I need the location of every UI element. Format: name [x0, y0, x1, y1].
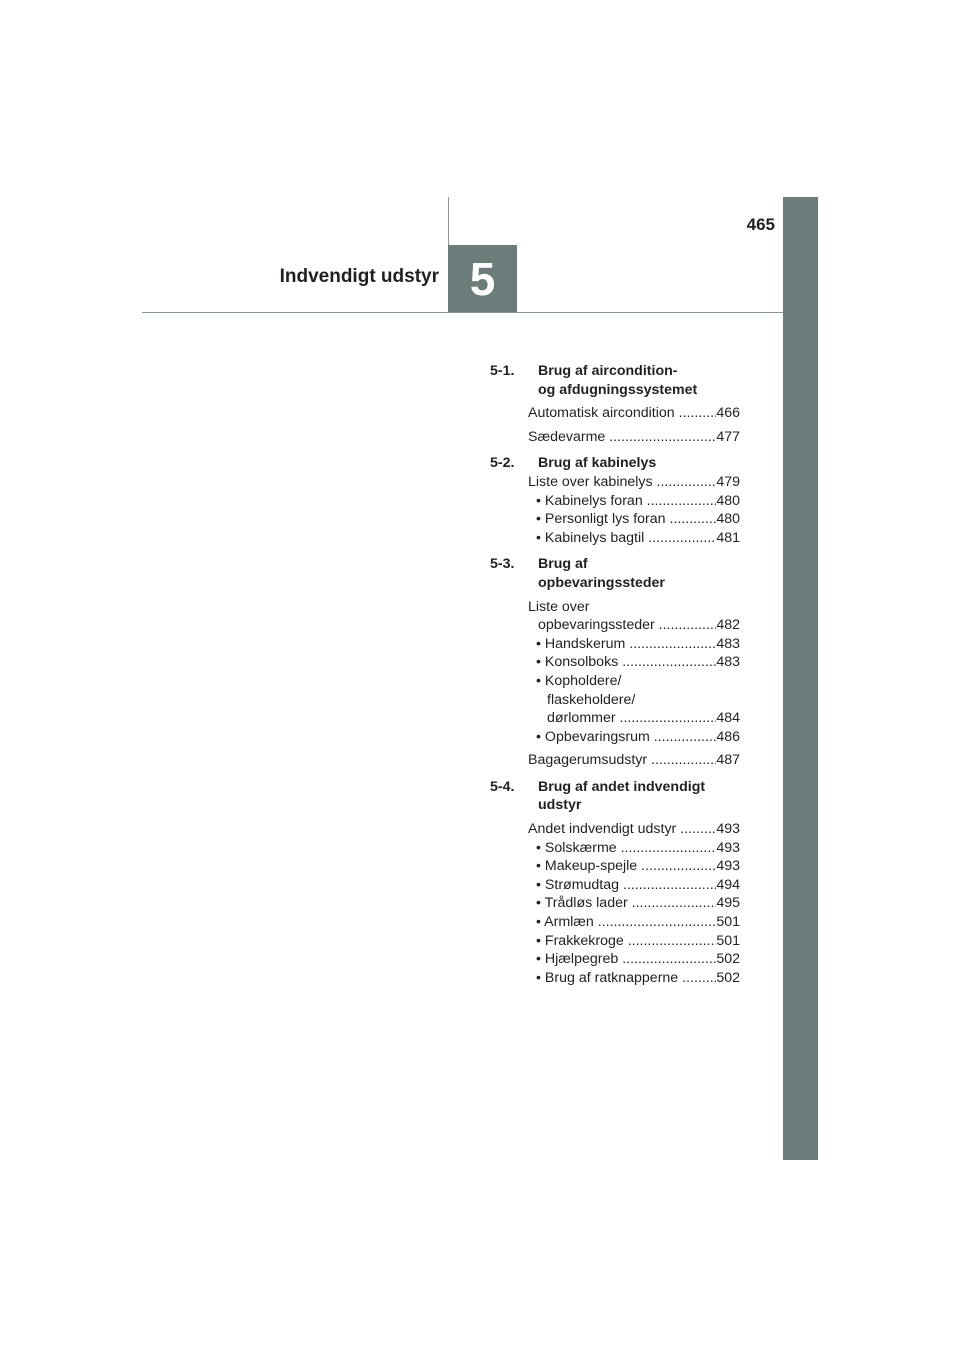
toc-entry-page: 493 [716, 858, 740, 875]
toc-entry[interactable] [536, 969, 740, 988]
chapter-side-tab [783, 197, 818, 1160]
toc-entry[interactable] [528, 751, 740, 770]
toc-entry-label: • Brug af ratknapperne ..... [536, 969, 716, 988]
chapter-title: Indvendigt udstyr [279, 266, 439, 287]
toc-entry[interactable] [536, 529, 740, 548]
toc-entry[interactable] [528, 428, 740, 447]
section-heading[interactable] [490, 454, 740, 473]
section-heading[interactable] [490, 555, 740, 592]
toc-entry-page: 480 [716, 511, 740, 528]
toc-entry-label: • Opbevaringsrum ..... [536, 728, 716, 747]
header-vertical-rule [448, 197, 449, 245]
toc-entry[interactable] [536, 857, 740, 876]
section-title-line: Brug af andet indvendigt [538, 778, 706, 795]
toc-entry-line[interactable]: • Kopholdere/ [536, 672, 622, 689]
toc-entry[interactable] [536, 913, 740, 932]
section-title-line: Brug af [538, 556, 588, 573]
toc-entry-page: 481 [716, 529, 740, 546]
section-title-line: Brug af kabinelys [538, 455, 657, 472]
toc-entry[interactable] [536, 653, 740, 672]
toc-entry-page: 493 [716, 839, 740, 856]
toc-entry-label: • Solskærme ..... [536, 839, 716, 858]
toc-entry-page: 502 [716, 951, 740, 968]
toc-entry-label: Bagagerumsudstyr ..... [528, 751, 716, 770]
section-heading[interactable] [490, 362, 740, 399]
toc-entry[interactable] [536, 876, 740, 895]
toc-entry-label: Andet indvendigt udstyr ..... [528, 820, 716, 839]
toc-entry[interactable] [536, 839, 740, 858]
toc-entry-label: Sædevarme ..... [528, 428, 716, 447]
toc-entry-label: • Makeup-spejle ..... [536, 857, 716, 876]
toc-entry-page: 502 [716, 969, 740, 986]
toc-entry[interactable] [547, 709, 740, 728]
toc-entry-label: • Armlæn ..... [536, 913, 716, 932]
toc-entry-label: • Hjælpegreb ..... [536, 950, 716, 969]
toc-entry[interactable] [536, 492, 740, 511]
toc-entry-label: • Handskerum ..... [536, 635, 716, 654]
toc-entry-line[interactable]: flaskeholdere/ [547, 691, 636, 708]
toc-entry-page: 466 [716, 405, 740, 422]
toc-entry-page: 479 [716, 473, 740, 490]
toc-entry[interactable] [528, 473, 740, 492]
toc-entry-page: 501 [716, 932, 740, 949]
toc-entry-label: • Frakkekroge ..... [536, 932, 716, 951]
toc-entry[interactable] [538, 616, 740, 635]
toc-entry-label: dørlommer ..... [547, 709, 716, 728]
section-number: 5-4. [490, 778, 515, 795]
toc-entry-label: Automatisk aircondition ..... [528, 404, 716, 423]
toc-entry[interactable] [536, 728, 740, 747]
toc-entry-label: • Strømudtag ..... [536, 876, 716, 895]
toc-entry-label: • Personligt lys foran ..... [536, 510, 716, 529]
toc-entry-label: • Kabinelys bagtil ..... [536, 529, 716, 548]
section-title-line: udstyr [538, 797, 582, 814]
toc-entry-page: 483 [716, 635, 740, 652]
toc-entry[interactable] [536, 894, 740, 913]
toc-entry-line[interactable]: Liste over [528, 598, 590, 615]
toc-entry-page: 495 [716, 895, 740, 912]
table-of-contents [490, 362, 740, 987]
page-number: 465 [746, 215, 775, 234]
toc-entry-page: 501 [716, 914, 740, 931]
section-heading[interactable] [490, 778, 740, 815]
section-number: 5-1. [490, 363, 515, 379]
section-number: 5-2. [490, 455, 515, 472]
section-title-line: og afdugningssystemet [538, 381, 698, 398]
toc-entry-page: 494 [716, 876, 740, 893]
section-number: 5-3. [490, 556, 515, 573]
toc-entry-label: Liste over kabinelys ..... [528, 473, 716, 492]
toc-entry-label: • Kabinelys foran ..... [536, 492, 716, 511]
toc-entry-page: 480 [716, 492, 740, 509]
header-horizontal-rule [142, 312, 783, 313]
toc-entry-page: 493 [716, 821, 740, 838]
toc-entry-page: 483 [716, 654, 740, 671]
toc-entry-page: 487 [716, 752, 740, 769]
chapter-number-box: 5 [448, 245, 517, 312]
toc-entry-page: 482 [716, 617, 740, 634]
toc-entry[interactable] [536, 950, 740, 969]
toc-entry[interactable] [536, 635, 740, 654]
toc-entry-label: • Konsolboks ..... [536, 653, 716, 672]
toc-entry[interactable] [536, 932, 740, 951]
section-title-line: Brug af aircondition- [538, 363, 678, 379]
toc-entry[interactable] [536, 510, 740, 529]
toc-entry-page: 486 [716, 728, 740, 745]
toc-entry-page: 484 [716, 710, 740, 727]
section-title-line: opbevaringssteder [538, 574, 665, 591]
toc-entry-page: 477 [716, 428, 740, 445]
toc-entry-label: opbevaringssteder ..... [538, 616, 716, 635]
toc-entry[interactable] [528, 404, 740, 423]
toc-entry[interactable] [528, 820, 740, 839]
toc-entry-label: • Trådløs lader ..... [536, 894, 716, 913]
